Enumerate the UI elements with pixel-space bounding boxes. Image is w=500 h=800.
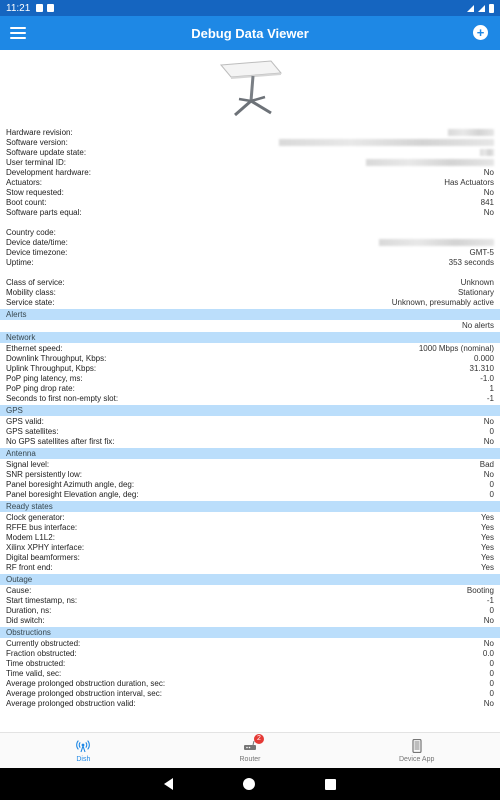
row-stow-requested: Stow requested: No bbox=[6, 188, 494, 197]
row-xilinx-xphy: Xilinx XPHY interface: Yes bbox=[6, 543, 494, 552]
row-user-terminal-id: User terminal ID: bbox=[0, 158, 500, 168]
dish-illustration-icon bbox=[215, 57, 285, 121]
row-digital-beamformers: Digital beamformers: Yes bbox=[6, 553, 494, 562]
wifi-icon bbox=[467, 5, 474, 12]
row-snr-low: SNR persistently low: No bbox=[6, 470, 494, 479]
row-software-update-state: Software update state: bbox=[0, 148, 500, 158]
section-header-outage: Outage bbox=[0, 574, 500, 585]
section-header-alerts: Alerts bbox=[0, 309, 500, 320]
row-software-version: Software version: bbox=[0, 138, 500, 148]
row-software-parts-equal: Software parts equal: No bbox=[6, 208, 494, 217]
row-device-datetime: Device date/time: bbox=[0, 238, 500, 248]
system-navigation-bar bbox=[0, 768, 500, 800]
row-downlink-throughput: Downlink Throughput, Kbps: 0.000 bbox=[6, 354, 494, 363]
row-boot-count: Boot count: 841 bbox=[6, 198, 494, 207]
row-duration: Duration, ns: 0 bbox=[6, 606, 494, 615]
dish-image bbox=[0, 50, 500, 128]
row-ethernet-speed: Ethernet speed: 1000 Mbps (nominal) bbox=[6, 344, 494, 353]
row-start-timestamp: Start timestamp, ns: -1 bbox=[6, 596, 494, 605]
row-azimuth: Panel boresight Azimuth angle, deg: 0 bbox=[6, 480, 494, 489]
add-circle-icon[interactable]: + bbox=[473, 25, 488, 40]
row-time-valid: Time valid, sec: 0 bbox=[6, 669, 494, 678]
back-icon[interactable] bbox=[164, 778, 173, 790]
battery-icon bbox=[489, 4, 494, 13]
app-bar bbox=[0, 16, 500, 50]
row-mobility-class: Mobility class: Stationary bbox=[6, 288, 494, 297]
row-hardware-revision: Hardware revision: bbox=[0, 128, 500, 138]
tab-device-app[interactable] bbox=[333, 733, 500, 768]
section-header-network: Network bbox=[0, 332, 500, 343]
cell-signal-icon bbox=[478, 5, 485, 12]
section-header-obstructions: Obstructions bbox=[0, 627, 500, 638]
status-time: 11:21 bbox=[6, 2, 31, 14]
row-no-gps-after-fix: No GPS satellites after first fix: No bbox=[6, 437, 494, 446]
tab-dish[interactable] bbox=[0, 733, 167, 768]
section-header-ready-states: Ready states bbox=[0, 501, 500, 512]
row-clock-generator: Clock generator: Yes bbox=[6, 513, 494, 522]
phone-icon bbox=[412, 739, 422, 753]
row-class-of-service: Class of service: Unknown bbox=[6, 278, 494, 287]
status-bar bbox=[0, 0, 500, 16]
row-seconds-to-slot: Seconds to first non-empty slot: -1 bbox=[6, 394, 494, 403]
tab-device-app-label: Device App bbox=[398, 755, 435, 763]
tab-router[interactable] bbox=[167, 733, 334, 768]
bottom-navigation bbox=[0, 732, 500, 768]
row-pop-ping-latency: PoP ping latency, ms: -1.0 bbox=[6, 374, 494, 383]
row-gps-valid: GPS valid: No bbox=[6, 417, 494, 426]
row-time-obstructed: Time obstructed: 0 bbox=[6, 659, 494, 668]
section-header-antenna: Antenna bbox=[0, 448, 500, 459]
recent-apps-icon[interactable] bbox=[325, 779, 336, 790]
row-device-timezone: Device timezone: GMT-5 bbox=[6, 248, 494, 257]
tab-router-label: Router bbox=[239, 755, 261, 763]
router-badge: 2 bbox=[254, 734, 264, 744]
row-pop-ping-drop-rate: PoP ping drop rate: 1 bbox=[6, 384, 494, 393]
row-country-code: Country code: bbox=[6, 228, 56, 237]
row-avg-obstruction-duration: Average prolonged obstruction duration, sec: 0 bbox=[6, 679, 494, 688]
sim-card-icon bbox=[36, 4, 43, 12]
row-did-switch: Did switch: No bbox=[6, 616, 494, 625]
row-modem-l1l2: Modem L1L2: Yes bbox=[6, 533, 494, 542]
row-service-state: Service state: Unknown, presumably active bbox=[6, 298, 494, 307]
row-signal-level: Signal level: Bad bbox=[6, 460, 494, 469]
row-uplink-throughput: Uplink Throughput, Kbps: 31.310 bbox=[6, 364, 494, 373]
dish-signal-icon bbox=[76, 739, 90, 753]
page-title: Debug Data Viewer bbox=[191, 25, 309, 41]
row-alerts: No alerts bbox=[461, 321, 494, 330]
debug-data-list[interactable] bbox=[0, 50, 500, 732]
notification-icon bbox=[47, 4, 54, 12]
row-fraction-obstructed: Fraction obstructed: 0.0 bbox=[6, 649, 494, 658]
row-currently-obstructed: Currently obstructed: No bbox=[6, 639, 494, 648]
router-icon bbox=[243, 734, 261, 753]
row-gps-satellites: GPS satellites: 0 bbox=[6, 427, 494, 436]
row-rf-front-end: RF front end: Yes bbox=[6, 563, 494, 572]
row-outage-cause: Cause: Booting bbox=[6, 586, 494, 595]
tab-dish-label: Dish bbox=[76, 755, 91, 763]
home-icon[interactable] bbox=[243, 778, 255, 790]
row-elevation: Panel boresight Elevation angle, deg: 0 bbox=[6, 490, 494, 499]
row-actuators: Actuators: Has Actuators bbox=[6, 178, 494, 187]
hamburger-menu-icon[interactable] bbox=[10, 25, 26, 41]
row-rffe-bus: RFFE bus interface: Yes bbox=[6, 523, 494, 532]
row-uptime: Uptime: 353 seconds bbox=[6, 258, 494, 267]
section-header-gps: GPS bbox=[0, 405, 500, 416]
row-avg-obstruction-valid: Average prolonged obstruction valid: No bbox=[6, 699, 494, 708]
row-avg-obstruction-interval: Average prolonged obstruction interval, sec: 0 bbox=[6, 689, 494, 698]
row-development-hardware: Development hardware: No bbox=[6, 168, 494, 177]
